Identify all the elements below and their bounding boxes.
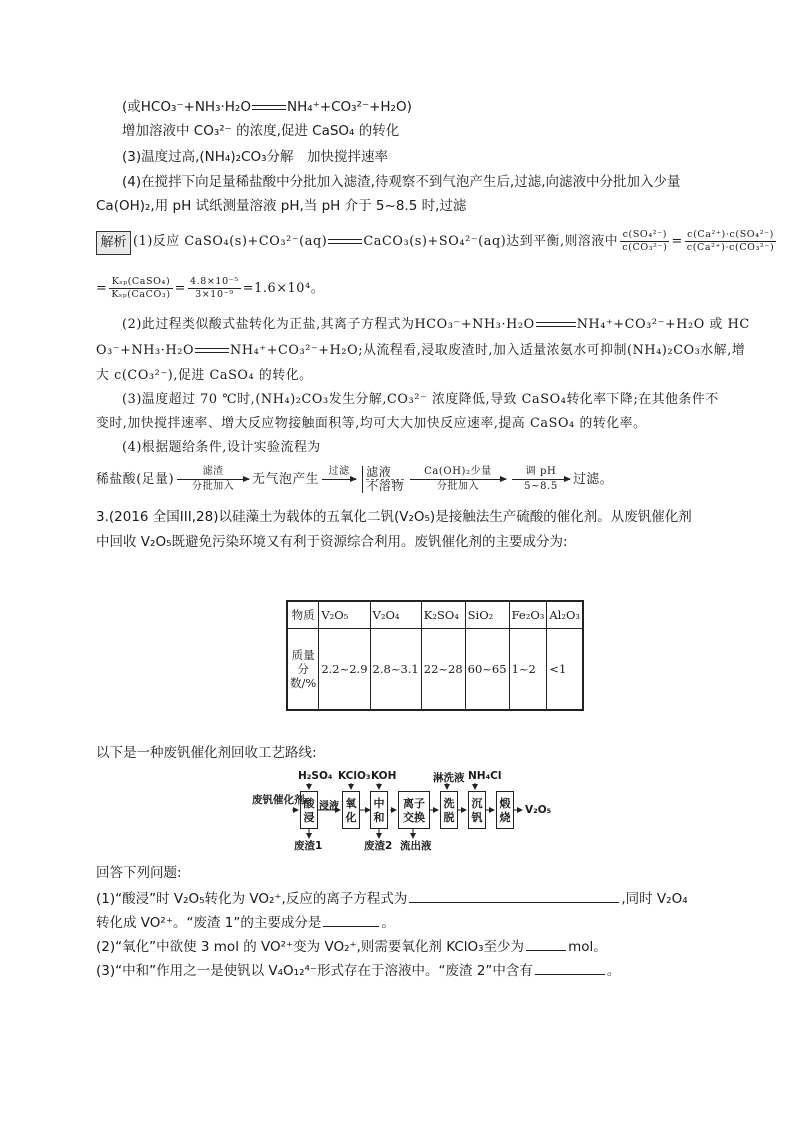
step-precipitation: 沉钒 [468, 791, 486, 829]
table-cell: Al₂O₃ [547, 601, 583, 629]
equilibrium-arrow [195, 347, 229, 354]
route-intro: 以下是一种废钒催化剂回收工艺路线: [96, 745, 317, 761]
flowchart-feed: 废钒催化剂 [252, 794, 305, 806]
explanation-p2-line1: (2)此过程类似酸式盐转化为正盐,其离子方程式为HCO₃⁻+NH₃·H₂O NH₄⁺+CO₃²⁻+H₂O 或 HC [122, 317, 750, 332]
fraction-ion-product: $\frac{\text{c(Ca²⁺)·c(SO₄²⁻)}}{\text{c(Ca²⁺)·c(CO₃²⁻)}}$ [686, 229, 775, 253]
table-cell: SiO₂ [465, 601, 509, 629]
stream-leach-liquor: 浸液 [319, 801, 339, 812]
fraction-sulfate-carbonate: $\frac{\text{c(SO₄²⁻)}}{\text{c(CO₃²⁻)}}$ [622, 229, 668, 253]
stream-waste-2: 废渣2 [364, 840, 393, 852]
step-oxidation: 氧化 [342, 791, 360, 829]
equilibrium-arrow [328, 238, 362, 245]
table-cell: 60~65 [465, 629, 509, 711]
table-header-substance: 物质 [287, 601, 319, 629]
explanation-p1-line2: = $\frac{\text{Kₛₚ(CaSO₄)}}{\text{Kₛₚ(CaCO₃)}}$ = $\frac{\text{4.8×10⁻⁵}}{\text{3×10⁻⁹}}$ =1.6×10⁴。 [96, 276, 325, 300]
step-elution: 洗脱 [440, 791, 458, 829]
filtrate-bracket: 滤液 不溶物 [362, 466, 404, 493]
table-row [287, 629, 583, 711]
table-cell: 22~28 [421, 629, 465, 711]
flow-arrow-filter: 过滤 [322, 466, 356, 493]
explanation-p3-line1: (3)温度超过 70 ℃时,(NH₄)₂CO₃发生分解,CO₃²⁻ 浓度降低,导致 CaSO₄转化率下降;在其他条件不 [122, 392, 719, 407]
explanation-tag: 解析 [96, 231, 131, 255]
reagent-kclo3: KClO₃ [338, 770, 371, 782]
explanation-p4-line1: (4)根据题给条件,设计实验流程为 [122, 440, 321, 455]
equilibrium-arrow [252, 104, 286, 111]
question-1-line2: 转化成 VO²⁺。“废渣 1”的主要成分是 。 [96, 912, 395, 932]
answer-line-4: (4)在搅拌下向足量稀盐酸中分批加入滤渣,待观察不到气泡产生后,过滤,向滤液中分批加入少量 [122, 174, 681, 190]
answer-blank-q1-equation[interactable] [409, 888, 619, 903]
table-header-mass-fraction: 质量分数/% [287, 629, 319, 711]
explanation-p2-line2: O₃⁻+NH₃·H₂O NH₄⁺+CO₃²⁻+H₂O;从流程看,浸取废渣时,加入适量浓氨水可抑制(NH₄)₂CO₃水解,增 [96, 343, 746, 358]
explanation-p2-line3: 大 c(CO₃²⁻),促进 CaSO₄ 的转化。 [96, 368, 313, 383]
table-cell: <1 [547, 629, 583, 711]
fraction-ksp-values: $\frac{\text{4.8×10⁻⁵}}{\text{3×10⁻⁹}}$ [189, 276, 239, 300]
explanation-p1-line1: (1)反应 CaSO₄(s)+CO₃²⁻(aq) CaCO₃(s)+SO₄²⁻(aq)达到平衡,则溶液中 $\frac{\text{c(SO₄²⁻)}}{\text{c(CO₃²⁻)}}$ = $\frac{\text{c(Ca²⁺)·c(SO₄²⁻)}}{\text{c(Ca²⁺)·c(CO₃²⁻)}}$ [133, 229, 775, 253]
answer-blank-q1-waste1[interactable] [323, 912, 379, 927]
stream-waste-1: 废渣1 [294, 840, 323, 852]
table-cell: K₂SO₄ [421, 601, 465, 629]
questions-intro: 回答下列问题: [96, 865, 182, 881]
fraction-ksp: $\frac{\text{Kₛₚ(CaSO₄)}}{\text{Kₛₚ(CaCO₃)}}$ [111, 276, 171, 300]
flow-arrow-residue: 滤渣 分批加入 [177, 466, 249, 493]
table-cell: 2.8~3.1 [370, 629, 421, 711]
problem3-intro-line1: 3.(2016 全国III,28)以硅藻土为载体的五氧化二钒(V₂O₅)是接触法生产硫酸的催化剂。从废钒催化剂 [96, 509, 692, 525]
reagent-h2so4: H₂SO₄ [298, 770, 333, 782]
flowchart-product: V₂O₅ [525, 804, 552, 816]
question-2: (2)“氧化”中欲使 3 mol 的 VO²⁺变为 VO₂⁺,则需要氧化剂 KClO₃至少为 mol。 [96, 936, 607, 956]
question-3: (3)“中和”作用之一是使钒以 V₄O₁₂⁴⁻形式存在于溶液中。“废渣 2”中含有 。 [96, 960, 620, 980]
problem3-intro-line2: 中回收 V₂O₅既避免污染环境又有利于资源综合利用。废钒催化剂的主要成分为: [96, 534, 568, 550]
reagent-koh: KOH [371, 770, 397, 782]
step-neutralization: 中和 [370, 791, 388, 829]
step-calcination: 煅烧 [496, 791, 514, 829]
composition-table [286, 600, 584, 711]
reagent-nh4cl: NH₄Cl [468, 770, 502, 782]
stream-effluent: 流出液 [400, 840, 432, 852]
question-1-line1: (1)“酸浸”时 V₂O₅转化为 VO₂⁺,反应的离子方程式为 ,同时 V₂O₄ [96, 888, 688, 908]
step-acid-leach: 酸浸 [300, 791, 318, 829]
reaction-arrow [536, 321, 576, 328]
step-ion-exchange: 离子交换 [398, 791, 430, 829]
answer-line-2: 增加溶液中 CO₃²⁻ 的浓度,促进 CaSO₄ 的转化 [122, 123, 400, 139]
table-cell: V₂O₅ [319, 601, 370, 629]
answer-blank-q2[interactable] [526, 936, 566, 951]
reagent-rinse: 淋洗液 [433, 772, 465, 784]
answer-line-1: (或HCO₃⁻+NH₃·H₂O NH₄⁺+CO₃²⁻+H₂O) [122, 99, 412, 115]
table-cell: 1~2 [509, 629, 547, 711]
explanation-p3-line2: 变时,加快搅拌速率、增大反应物接触面积等,均可大大加快反应速率,提高 CaSO₄ 的转化率。 [96, 416, 647, 431]
table-cell: V₂O₄ [370, 601, 421, 629]
table-cell: Fe₂O₃ [509, 601, 547, 629]
answer-line-3: (3)温度过高,(NH₄)₂CO₃分解 加快搅拌速率 [122, 149, 388, 165]
answer-line-5: Ca(OH)₂,用 pH 试纸测量溶液 pH,当 pH 介于 5~8.5 时,过滤 [96, 198, 467, 214]
experiment-flow: 稀盐酸(足量) 滤渣 分批加入 无气泡产生 过滤 滤液 不溶物 Ca(OH)₂少量 分批加入 调 pH 5~8.5 过滤。 [96, 465, 614, 493]
flow-arrow-ph: 调 pH 5~8.5 [512, 466, 570, 493]
answer-blank-q3[interactable] [535, 960, 605, 975]
flow-arrow-caoh2: Ca(OH)₂少量 分批加入 [410, 466, 506, 493]
table-cell: 2.2~2.9 [319, 629, 370, 711]
table-row [287, 601, 583, 629]
